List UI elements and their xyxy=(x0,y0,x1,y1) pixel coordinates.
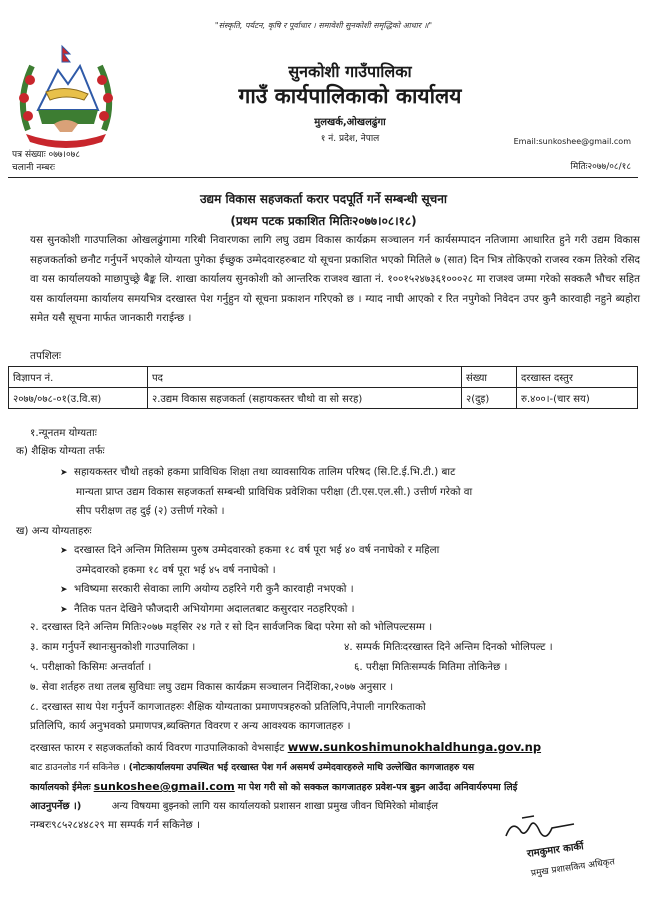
col-header-position: पद xyxy=(148,367,462,388)
nepal-emblem-icon xyxy=(10,40,122,152)
details-label: तपशिलः xyxy=(30,350,62,362)
service-terms-item: ७. सेवा शर्तहरु तथा तलब सुविधाः लघु उद्यम विकास कार्यक्रम सञ्चालन निर्देशिका,२०७७ अनुसार । xyxy=(30,681,394,693)
deadline-item: २. दरखास्त दिने अन्तिम मितिः२०७७ मङ्सिर २४ गते र सो दिन सार्वजनिक बिदा परेमा सो को भोलिपल्टसम्म । xyxy=(30,621,433,633)
website-link[interactable]: www.sunkoshimunokhaldhunga.gov.np xyxy=(287,740,542,754)
edu-qualification-heading: क) शैक्षिक योग्यता तर्फः xyxy=(16,445,105,457)
exam-type-item: ५. परीक्षाको किसिमः अन्तर्वार्ता । xyxy=(30,661,152,673)
arrow-bullet-icon: ➤ xyxy=(60,546,68,556)
contact-mobile-line: नम्बरः९८५२८४४८२९ मा सम्पर्क गर्न सकिनेछ । xyxy=(30,819,200,831)
office-location: मुलखर्क,ओखलढुंगा xyxy=(314,117,386,128)
edu-line-2: मान्यता प्राप्त उद्यम विकास सहजकर्ता सम्बन्धी प्राविधिक प्रवेशिका परीक्षा (टी.एस.एल.सी.) उत्तीर्ण गरेको वा xyxy=(76,486,473,498)
list-item xyxy=(60,541,640,620)
other-item-2: भविष्यमा सरकारी सेवाका लागि अयोग्य ठहरिने गरी कुनै कारवाही नभएको । xyxy=(74,583,354,595)
letter-number: पत्र संख्याः ०७७।०७८ xyxy=(12,150,81,160)
office-name: गाउँ कार्यपालिकाको कार्यालय xyxy=(238,84,462,108)
col-header-ad-number: विज्ञापन नं. xyxy=(9,367,148,388)
exam-date-item: ६. परीक्षा मितिःसम्पर्क मितिमा तोकिनेछ । xyxy=(354,661,508,673)
documents-item xyxy=(30,698,642,736)
form-line-3b: मा पेश गरी सो को सक्कल कागजातहरु प्रवेश-पत्र बुझ्न आउँदा अनिवार्यरुपमा लिई xyxy=(237,782,518,793)
edu-line-1: सहायकस्तर चौथो तहको हकमा प्राविधिक शिक्षा तथा व्यावसायिक तालिम परिषद (सि.टि.ई.भि.टी.) बाट xyxy=(74,466,456,478)
header-divider xyxy=(8,177,638,178)
notice-title: उद्यम विकास सहजकर्ता करार पदपूर्ति गर्ने सम्बन्धी सूचना xyxy=(199,192,447,206)
form-line-1: दरखास्त फारम र सहजकर्ताको कार्य विवरण गाउपालिकाको वेभसाईट xyxy=(30,742,285,754)
cell-count: २(दुइ) xyxy=(462,388,517,409)
signatory-name: रामकुमार कार्की xyxy=(526,841,585,860)
form-line-2a: बाट डाउनलोड गर्न सकिनेछ । xyxy=(30,762,126,773)
cell-ad-number: २०७७/०७८-०१(उ.वि.स) xyxy=(9,388,148,409)
form-note: (नोटःकार्यालयमा उपस्थित भई दरखास्त पेश गर्न असमर्थ उम्मेदवारहरुले माथि उल्लेखित कागजातहरु यस xyxy=(128,762,475,773)
other-item-3: नैतिक पतन देखिने फौजदारी अभियोगमा अदालतबाट कसुरदार नठहरिएको । xyxy=(74,603,355,615)
vacancy-table xyxy=(8,366,638,409)
documents-line-2: प्रतिलिपि, कार्य अनुभवको प्रमाणपत्र,ब्यक्तिगत विवरण र अन्य आवश्यक कागजातहरु । xyxy=(30,720,351,732)
form-line-4b: अन्य विषयमा बुझ्नको लागि यस कार्यालयको प्रशासन शाखा प्रमुख जीवन घिमिरेको मोबाईल xyxy=(111,801,439,812)
letter-date: मितिः२०७७/०८/१८ xyxy=(570,162,631,172)
notice-subtitle: (प्रथम पटक प्रकाशित मितिः२०७७।०८।१८) xyxy=(230,214,417,228)
form-email-label: कार्यालयको ईमेलः xyxy=(30,782,91,793)
arrow-bullet-icon: ➤ xyxy=(60,585,68,595)
arrow-bullet-icon: ➤ xyxy=(60,605,68,615)
cell-position: २.उद्यम विकास सहजकर्ता (सहायकस्तर चौथो वा सो सरह) xyxy=(148,388,462,409)
municipality-name: सुनकोशी गाउँपालिका xyxy=(288,62,412,81)
province-line: १ नं. प्रदेश, नेपाल xyxy=(320,134,380,144)
form-line-4a: आउनुपर्नेछ ।) xyxy=(30,801,82,812)
motto: "संस्कृति, पर्यटन, कृषि र पूर्वाधार । समावेशी सुनकोशी समृद्धिको आधार ॥" xyxy=(214,21,433,30)
header-email: Email:sunkoshee@gmail.com xyxy=(513,137,631,146)
table-row xyxy=(9,388,638,409)
other-qualification-heading: ख) अन्य योग्यताहरुः xyxy=(16,525,92,537)
dispatch-number: चलानी नम्बरः xyxy=(12,163,55,173)
min-qualification-heading: १.न्यूनतम योग्यताः xyxy=(30,427,97,439)
work-location-item: ३. काम गर्नुपर्ने स्थानःसुनकोशी गाउपालिका । xyxy=(30,641,196,653)
table-header-row xyxy=(9,367,638,388)
other-item-1-line-2: उम्मेदवारको हकमा १८ वर्ष पूरा भई ४५ वर्ष ननाघेको । xyxy=(76,564,276,576)
signatory-title: प्रमुख प्रशासकिय अधिकृत xyxy=(530,857,616,879)
edu-line-3: सीप परीक्षण तह दुई (२) उत्तीर्ण गरेको । xyxy=(76,505,225,517)
other-item-1-line-1: दरखास्त दिने अन्तिम मितिसम्म पुरुष उम्मेदवारको हकमा १८ वर्ष पूरा भई ४० वर्ष ननाघेको र महिला xyxy=(74,544,440,556)
cell-fee: रु.४००।-(चार सय) xyxy=(517,388,638,409)
notice-body: यस सुनकोशी गाउपालिका ओखलढुंगामा गरिबी निवारणका लागि लघु उद्यम विकास कार्यक्रम सञ्चालन गर्न कार्यसम्पादन नतिजामा आधारित हुने गरी उद्यम विकास सहजकर्ताको छनौट गर्नुपर्ने भएकोले योग्यता पुगेका ईच्छुक उम्मेदवारहरुबाट यो सूचना प्रकाशित भएको मितिले ७ (सात) दिन भित्र तोकिएको राजस्व रकम तिरेको रसिद वा यस कार्यालयको माछापुच्छ्रे बैङ्क लि. शाखा कार्यालय सुनकोशी को आन्तरिक राजश्व खाता नं. १००१५२४७३६१०००२८ मा राजश्व जम्मा गरेको सक्कलै भौचर सहित यस कार्यालयमा कार्यालय समयभित्र दरखास्त पेश गर्नुहुन यो सूचना प्रकाशन गरिएको छ । म्याद नाघी आएको र रित नपुगेको निवेदन उपर कुनै कारवाही नहुने ब्यहोरा समेत यसै सूचना मार्फत जानकारी गराईन्छ । xyxy=(30,234,640,325)
documents-line-1: ८. दरखास्त साथ पेश गर्नुपर्ने कागजातहरुः शैक्षिक योग्यताका प्रमाणपत्रहरुको प्रतिलिपि,नेपाली नागरिकताको xyxy=(30,701,426,713)
email-link[interactable]: sunkoshee@gmail.com xyxy=(93,780,235,793)
contact-date-item: ४. सम्पर्क मितिःदरखास्त दिने अन्तिम दिनको भोलिपल्ट । xyxy=(344,641,553,653)
list-item xyxy=(60,463,640,521)
arrow-bullet-icon: ➤ xyxy=(60,468,68,478)
col-header-fee: दरखास्त दस्तुर xyxy=(517,367,638,388)
col-header-count: संख्या xyxy=(462,367,517,388)
